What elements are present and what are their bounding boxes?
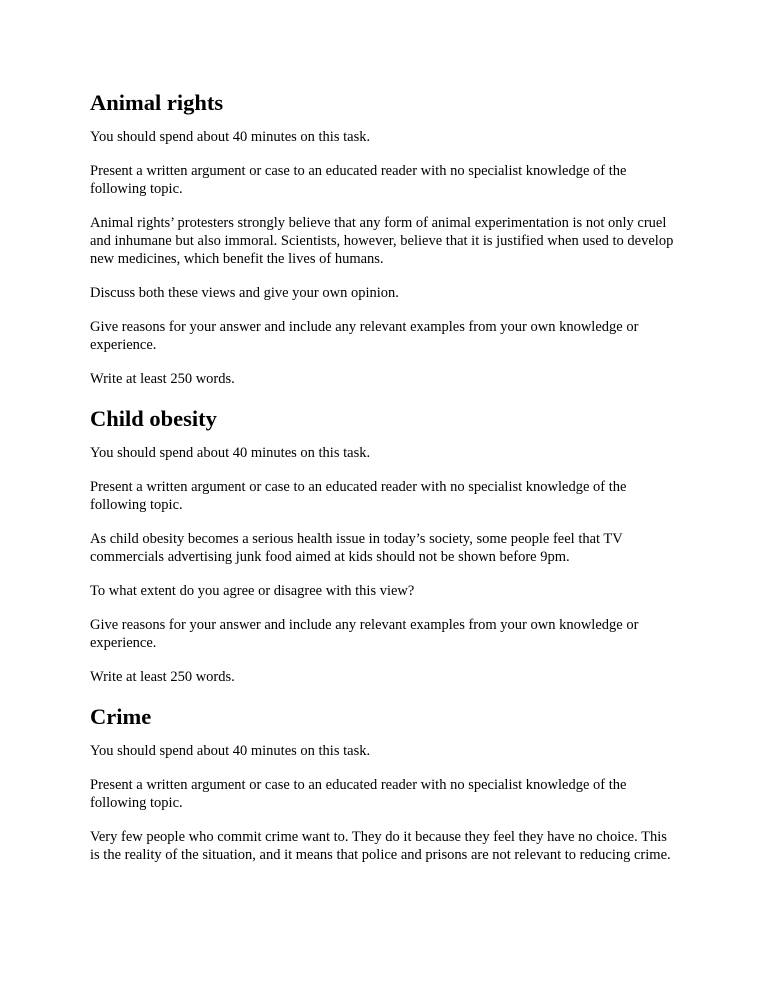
time-instruction: You should spend about 40 minutes on this task. <box>90 743 371 759</box>
topic-statement: Animal rights’ protesters strongly believe that any form of animal experimentation is not only cruel and inhumane but also immoral. Scientists, however, believe that it is justified when used to develop new medicines, which benefit the lives of humans. <box>90 215 674 267</box>
section-heading: Child obesity <box>90 406 217 431</box>
task-question: Discuss both these views and give your own opinion. <box>90 285 399 301</box>
section-heading: Animal rights <box>90 90 224 115</box>
topic-statement: As child obesity becomes a serious health issue in today’s society, some people feel that TV commercials advertising junk food aimed at kids should not be shown before 9pm. <box>90 531 623 565</box>
task-question: To what extent do you agree or disagree with this view? <box>90 583 415 599</box>
topic-statement: Very few people who commit crime want to. They do it because they feel they have no choice. This is the reality of the situation, and it means that police and prisons are not relevant to reducing crime. <box>90 829 671 863</box>
section-animal-rights <box>90 88 680 388</box>
time-instruction: You should spend about 40 minutes on this task. <box>90 445 371 461</box>
section-heading: Crime <box>90 704 152 729</box>
section-child-obesity <box>90 404 680 686</box>
reasons-instruction: Give reasons for your answer and include any relevant examples from your own knowledge or experience. <box>90 617 639 651</box>
task-instruction: Present a written argument or case to an educated reader with no specialist knowledge of the following topic. <box>90 777 627 811</box>
task-instruction: Present a written argument or case to an educated reader with no specialist knowledge of the following topic. <box>90 163 627 197</box>
document-page <box>90 88 680 880</box>
word-count-instruction: Write at least 250 words. <box>90 371 235 387</box>
section-crime <box>90 702 680 864</box>
word-count-instruction: Write at least 250 words. <box>90 669 235 685</box>
reasons-instruction: Give reasons for your answer and include any relevant examples from your own knowledge or experience. <box>90 319 639 353</box>
time-instruction: You should spend about 40 minutes on this task. <box>90 129 371 145</box>
task-instruction: Present a written argument or case to an educated reader with no specialist knowledge of the following topic. <box>90 479 627 513</box>
